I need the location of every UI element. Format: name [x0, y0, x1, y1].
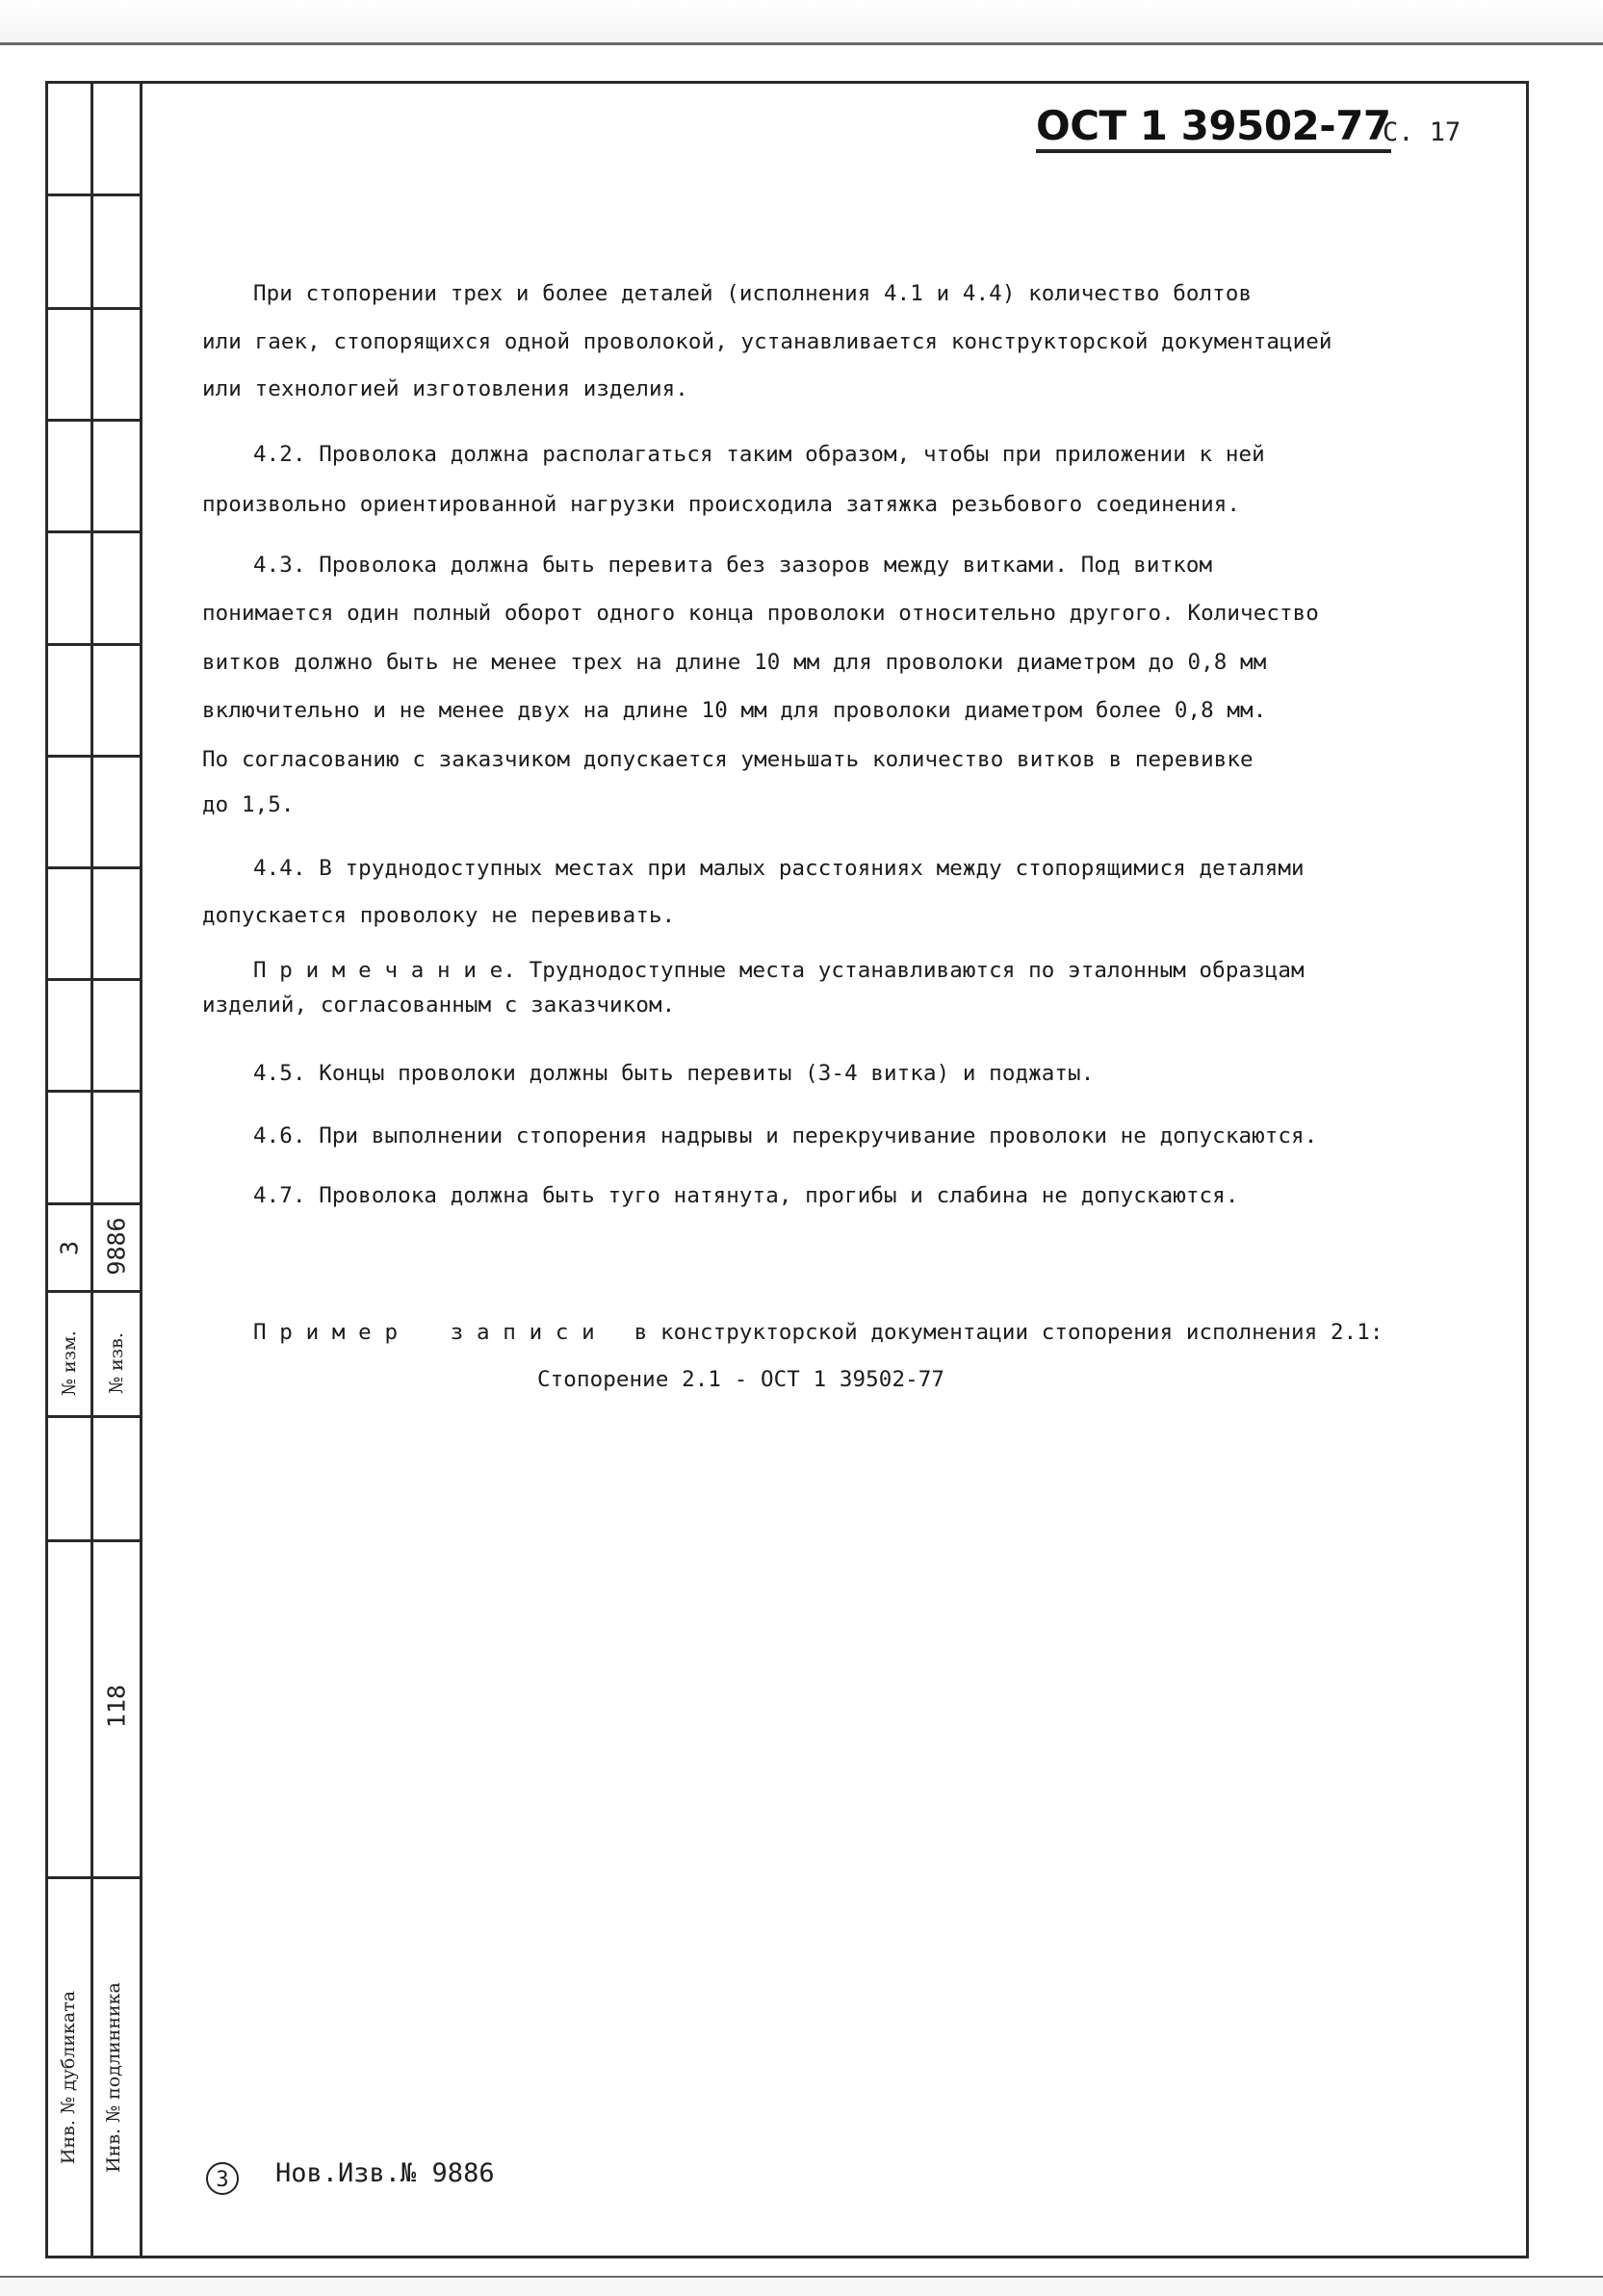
text-line: 4.4. В труднодоступных местах при малых расстояниях между стопорящимися деталями	[253, 856, 1305, 881]
stamp-divider	[45, 1090, 142, 1093]
scan-top-edge	[0, 0, 1603, 45]
text-line: При стопорении трех и более деталей (исполнения 4.1 и 4.4) количество болтов	[253, 281, 1253, 306]
change-number-circle: 3	[206, 2162, 239, 2195]
stamp-divider	[45, 1290, 142, 1293]
text-line: включительно и не менее двух на длине 10 мм для проволоки диаметром более 0,8 мм.	[202, 698, 1267, 723]
document-code: ОСТ 1 39502-77	[1036, 102, 1391, 153]
text-line: 4.3. Проволока должна быть перевита без зазоров между витками. Под витком	[253, 553, 1213, 578]
stamp-izv-label: № изв.	[106, 1332, 127, 1394]
stamp-divider	[45, 978, 142, 981]
text-line: 4.6. При выполнении стопорения надрывы и перекручивание проволоки не допускаются.	[253, 1123, 1318, 1148]
text-line: или гаек, стопорящихся одной проволокой, устанавливается конструкторской документацией	[202, 329, 1332, 354]
page-number: С. 17	[1383, 117, 1461, 147]
text-line: П р и м е ч а н и е. Труднодоступные места устанавливаются по эталонным образцам	[253, 958, 1305, 983]
stamp-divider	[45, 755, 142, 758]
stamp-divider	[45, 643, 142, 646]
text-line: П р и м е р з а п и с и в конструкторской документации стопорения исполнения 2.1:	[253, 1320, 1383, 1345]
text-line: 4.5. Концы проволоки должны быть перевиты (3-4 витка) и поджаты.	[253, 1061, 1095, 1086]
stamp-column-left	[45, 81, 93, 2258]
stamp-divider	[45, 1415, 142, 1418]
text-line: до 1,5.	[202, 792, 295, 817]
stamp-podlinnik-label: Инв. № подлинника	[103, 1982, 124, 2173]
text-line: допускается проволоку не перевивать.	[202, 903, 676, 928]
stamp-column-right	[90, 81, 142, 2258]
stamp-divider	[45, 307, 142, 310]
text-line: или технологией изготовления изделия.	[202, 376, 688, 401]
footer-note: Нов.Изв.№ 9886	[275, 2158, 495, 2188]
text-line: По согласованию с заказчиком допускается уменьшать количество витков в перевивке	[202, 747, 1254, 772]
text-line: изделий, согласованным с заказчиком.	[202, 993, 676, 1018]
stamp-divider	[45, 193, 142, 196]
text-line: понимается один полный оборот одного конца проволоки относительно другого. Количество	[202, 601, 1319, 626]
stamp-inv-value: 118	[102, 1684, 131, 1729]
stamp-divider	[45, 530, 142, 533]
text-line: витков должно быть не менее трех на длине 10 мм для проволоки диаметром до 0,8 мм	[202, 650, 1267, 675]
stamp-izm-value: 3	[55, 1240, 84, 1256]
stamp-dublikat-label: Инв. № дубликата	[58, 1990, 79, 2165]
stamp-divider	[45, 1876, 142, 1879]
text-line: Стопорение 2.1 - ОСТ 1 39502-77	[537, 1367, 945, 1392]
stamp-divider	[45, 419, 142, 422]
stamp-divider	[45, 866, 142, 869]
text-line: произвольно ориентированной нагрузки происходила затяжка резьбового соединения.	[202, 492, 1241, 517]
text-line: 4.7. Проволока должна быть туго натянута, прогибы и слабина не допускаются.	[253, 1183, 1239, 1208]
stamp-izm-label: № изм.	[59, 1330, 80, 1396]
stamp-izv-value: 9886	[102, 1217, 131, 1276]
stamp-divider	[45, 1539, 142, 1542]
text-line: 4.2. Проволока должна располагаться таким образом, чтобы при приложении к ней	[253, 442, 1265, 467]
scan-bottom-edge	[0, 2276, 1603, 2296]
